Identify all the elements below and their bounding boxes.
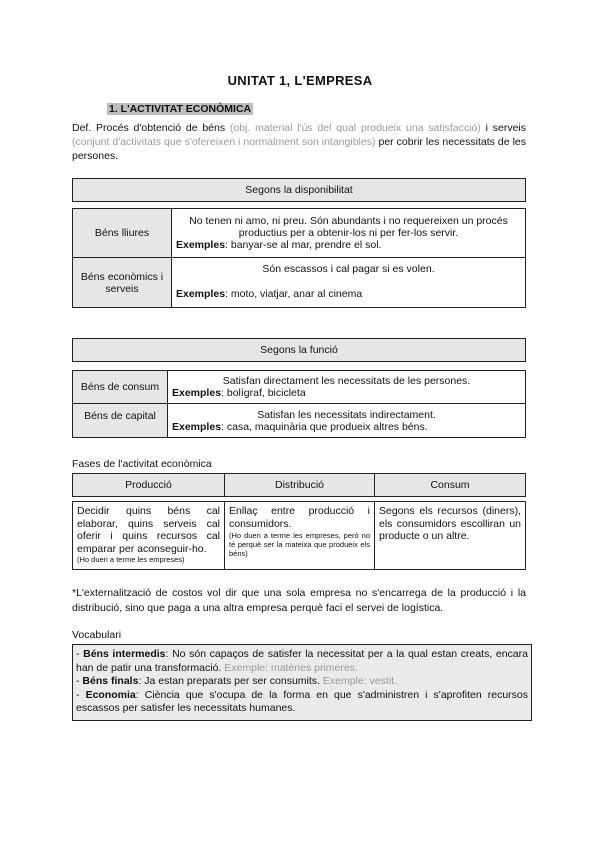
vocab-term: Béns finals xyxy=(82,675,139,687)
example-text: : bolígraf, bicicleta xyxy=(221,387,306,399)
example-text: : banyar-se al mar, prendre el sol. xyxy=(225,239,382,251)
produccio-text: Decidir quins béns cal elaborar, quins serveis cal oferir i quins recursos cal emparar per aconseguir-ho. xyxy=(77,505,220,555)
row-label-bens-economics: Béns econòmics i serveis xyxy=(73,258,172,308)
vocab-item-bens-intermedis: - Béns intermedis: No són capaços de satisfer la necessitat per a la qual estan creats, encara han de patir una transformació. Exemple: matèries primeres. xyxy=(76,648,528,674)
table-disponibilitat-header: Segons la disponibilitat xyxy=(73,179,526,202)
def-mid: i serveis xyxy=(485,122,526,134)
example-label: Exemples xyxy=(172,420,222,433)
example-label: Exemples xyxy=(176,288,226,300)
row-label-bens-consum: Béns de consum xyxy=(73,371,168,404)
row-cell-bens-economics xyxy=(172,258,526,308)
produccio-note: (Ho duen a terme les empreses) xyxy=(77,555,185,564)
vocab-term: Béns intermedis xyxy=(83,648,166,660)
row-label-bens-capital: Béns de capital xyxy=(73,404,168,438)
table-fases xyxy=(72,473,526,570)
fases-caption: Fases de l'activitat econòmica xyxy=(72,458,212,470)
vocab-term: Economia xyxy=(85,688,136,701)
def-prefix: Def. Procés d'obtenció de béns xyxy=(72,122,226,134)
fases-header-consum: Consum xyxy=(375,474,526,497)
vocab-def: : Ciència que s'ocupa de la forma en que s'administren i s'aprofiten recursos escassos per satisfer les necessitats humanes. xyxy=(76,688,529,714)
section-heading: 1. L'ACTIVITAT ECONÒMICA xyxy=(109,103,252,115)
distribucio-note: (Ho duen a terme les empreses, però no té perquè ser la mateixa que produeix els béns) xyxy=(229,531,370,558)
example-text: : moto, viatjar, anar al cinema xyxy=(225,288,363,300)
fases-cell-distribucio xyxy=(225,502,375,570)
fases-header-produccio: Producció xyxy=(73,474,225,497)
vocab-item-bens-finals: - Béns finals: Ja estan preparats per ser consumits. Exemple: vestit. xyxy=(76,675,397,687)
row-text: Satisfan les necessitats indirectament. xyxy=(257,408,436,421)
fases-header-distribucio: Distribució xyxy=(225,474,375,497)
vocabulari-caption: Vocabulari xyxy=(72,629,122,641)
example-text: : casa, maquinària que produeix altres béns. xyxy=(221,420,428,433)
definition-paragraph xyxy=(72,121,526,163)
externalitzacio-note: *L'externalització de costos vol dir que una sola empresa no s'encarrega de la producció i la distribució, sino que paga a una altra empresa perquè faci el servei de logística. xyxy=(72,587,526,614)
row-text: No tenen ni amo, ni preu. Són abundants i no requereixen un procés productius per a obtenir-los ni per fer-los servir. xyxy=(189,215,508,239)
table-disponibilitat xyxy=(72,178,526,308)
vocab-item-economia: - Economia: Ciència que s'ocupa de la forma en que s'administren i s'aprofiten recursos escassos per satisfer les necessitats humanes. xyxy=(76,688,529,714)
row-cell-bens-lliures xyxy=(172,209,526,258)
def-gray-note-2: (conjunt d'activitats que s'ofereixen i normalment son intangibles) xyxy=(72,136,376,148)
def-gray-note-1: (obj. material l'ús del qual produeix una satisfacció) xyxy=(229,122,481,134)
row-cell-bens-consum xyxy=(168,371,526,404)
row-label-bens-lliures: Béns lliures xyxy=(73,209,172,258)
vocabulari-box xyxy=(72,644,532,721)
row-text: Són escassos i cal pagar si es volen. xyxy=(262,263,435,275)
def-end: per cobrir les necessitats de les persones. xyxy=(72,136,526,162)
example-label: Exemples xyxy=(176,239,226,251)
distribucio-text: Enllaç entre producció i consumidors. xyxy=(229,505,370,530)
fases-cell-consum xyxy=(375,502,526,570)
row-cell-bens-capital xyxy=(168,404,526,438)
fases-cell-produccio xyxy=(73,502,225,570)
table-funcio-header: Segons la funció xyxy=(73,339,526,362)
row-text: Satisfan directament les necessitats de les persones. xyxy=(222,375,471,387)
example-label: Exemples xyxy=(172,387,222,399)
vocab-def: : Ja estan preparats per ser consumits. xyxy=(138,675,320,687)
vocab-example: Exemple: matèries primeres. xyxy=(224,661,358,674)
page-title: UNITAT 1, L'EMPRESA xyxy=(227,73,373,88)
vocab-example: Exemple: vestit. xyxy=(322,675,397,687)
table-funcio xyxy=(72,338,526,438)
vocab-def: : No són capaços de satisfer la necessitat per a la qual estan creats, encara han de patir una transformació. xyxy=(76,648,528,674)
consum-text: Segons els recursos (diners), els consumidors escolliran un producte o un altre. xyxy=(379,505,521,542)
